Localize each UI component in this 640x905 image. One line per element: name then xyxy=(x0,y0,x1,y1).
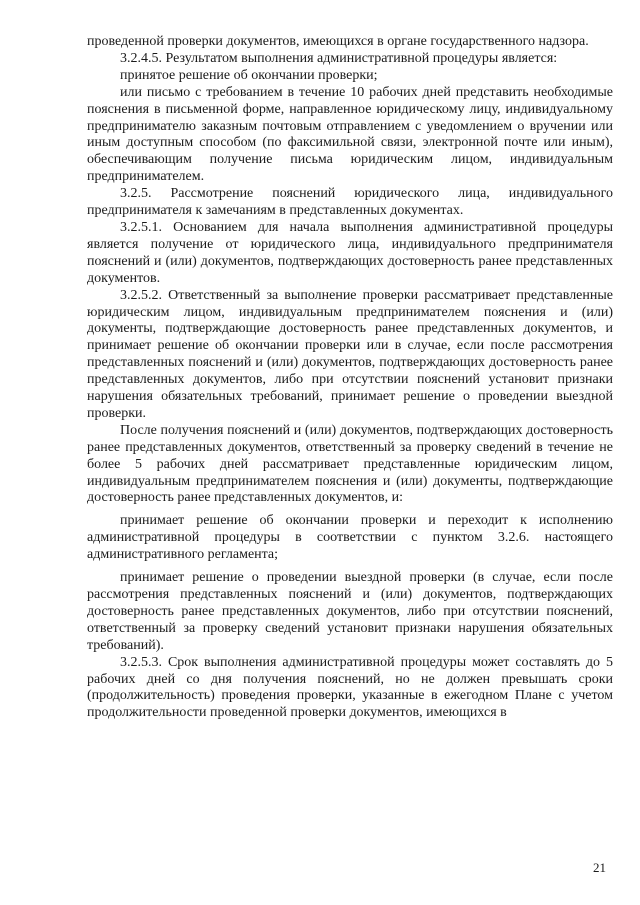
paragraph-after-receiving: После получения пояснений и (или) документов, подтверждающих достоверность ранее представленных документов, ответственный за проверку сведений в течение не более 5 рабочих дней рассматривает представленные юридическим лицом, индивидуальным предпринимателем пояснения и (или) документы, подтверждающие достоверность ранее представленных документов, и: xyxy=(87,422,613,506)
paragraph-3-2-5: 3.2.5. Рассмотрение пояснений юридического лица, индивидуального предпринимателя к замечаниям в представленных документах. xyxy=(87,186,613,219)
paragraph-continuation: проведенной проверки документов, имеющихся в органе государственного надзора. xyxy=(87,34,589,49)
paragraph-3-2-5-2: 3.2.5.2. Ответственный за выполнение проверки рассматривает представленные юридическим лицом, индивидуальным предпринимателем пояснения и (или) документы, подтверждающие достоверность ранее представленных документов, и принимает решение об окончании проверки или в случае, если после рассмотрения представленных пояснений и (или) документов, подтверждающих достоверность ранее представленных документов, либо при отсутствии пояснений установит признаки нарушения обязательных требований, принимает решение о проведении выездной проверки. xyxy=(87,287,613,421)
paragraph-request-letter: или письмо с требованием в течение 10 рабочих дней представить необходимые пояснения в письменной форме, направленное юридическому лицу, индивидуальному предпринимателю заказным почтовым отправлением с уведомлением о вручении или иным доступным способом (по факсимильной связи, электронной почте или иным), обеспечивающим получение письма юридическим лицом, индивидуальным предпринимателем. xyxy=(87,84,613,185)
paragraph-decision-end-check: принятое решение об окончании проверки; xyxy=(120,67,378,83)
paragraph-3-2-5-1: 3.2.5.1. Основанием для начала выполнения административной процедуры является получение от юридического лица, индивидуального предпринимателя пояснений и (или) документов, подтверждающих достоверность ранее представленных документов. xyxy=(87,219,613,286)
page-number: 21 xyxy=(593,860,606,875)
paragraph-decision-end-and-proceed: принимает решение об окончании проверки и переходит к исполнению административной процедуры в соответствии с пунктом 3.2.6. настоящего административного регламента; xyxy=(87,513,613,563)
paragraph-decision-onsite-check: принимает решение о проведении выездной проверки (в случае, если после рассмотрения представленных пояснений и (или) документов, подтверждающих достоверность ранее представленных документов, либо при отсутствии пояснений, ответственный за проверку сведений установит признаки нарушения обязательных требований). xyxy=(87,570,613,653)
paragraph-3-2-5-3: 3.2.5.3. Срок выполнения административной процедуры может составлять до 5 рабочих дней со дня получения пояснений, но не должен превышать сроки (продолжительность) проведения проверки, указанные в ежегодном Плане с учетом продолжительности проведенной проверки документов, имеющихся в xyxy=(87,654,613,721)
paragraph-3-2-4-5: 3.2.4.5. Результатом выполнения административной процедуры является: xyxy=(120,50,558,66)
document-body xyxy=(87,34,613,722)
